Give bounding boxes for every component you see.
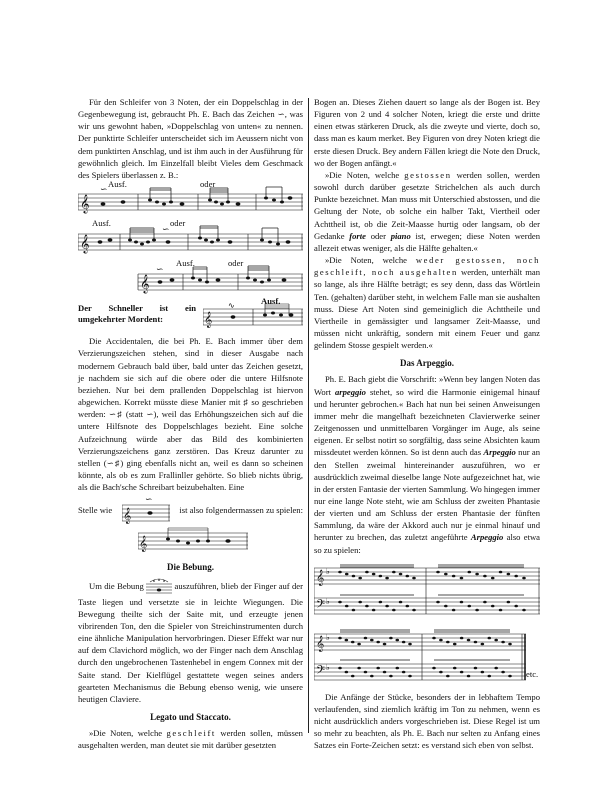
arpeggio-note-head xyxy=(475,608,479,611)
arpeggio-note-head xyxy=(487,674,491,677)
legato-text-geschleift: geschleift xyxy=(166,728,216,739)
forte-word: forte xyxy=(349,230,366,241)
arpeggio-heading: Das Arpeggio. xyxy=(400,358,454,369)
arpeggio-note-head xyxy=(372,572,376,575)
arpeggio-note-head xyxy=(383,642,387,645)
arpeggio-note-head xyxy=(405,604,409,607)
arpeggio-note-head xyxy=(408,642,412,645)
arpeggio-note-head xyxy=(453,666,457,669)
arpeggio-note-head xyxy=(474,640,478,643)
schleifer-paragraph: Für den Schleifer von 3 Noten, der ein Doppelschlag in der Gegenbewegung ist, gebraucht Ph. E. Bach das Zeichen ∽, was wir uns gewohnt haben, »Doppelschlag von unten« zu nennen. Der punktirte Schleifer unterscheidet sich im Aeussern nicht von dem punktirten Anschlag, und ist ihm auch in der Ausführung für gewöhnlich gleich. Im Einzelfall bleibt Vieles dem Geschmack des Spielers überlassen z. B.: xyxy=(78,97,303,180)
stelle-result-notation xyxy=(138,527,248,553)
arpeggio-note-head xyxy=(364,670,368,673)
svg-text:𝄞: 𝄞 xyxy=(139,536,148,553)
arpeggio-note-head xyxy=(357,642,361,645)
arpeggio-note-head xyxy=(444,604,448,607)
arpeggio-note-head xyxy=(499,608,503,611)
gestossen-text-a: »Die Noten, welche xyxy=(325,169,400,180)
arpeggio-note-head xyxy=(379,574,383,577)
arpeggio-note-head xyxy=(460,576,464,579)
arpeggio-note-head xyxy=(436,570,440,573)
schneller-example xyxy=(203,296,303,332)
arpeggio-text-c: stehet, so wird die Harmonie einigemal hinauf und herunter gebrochen.« Bach hat nun bei seinen Anweisungen immer mehr die mangelhaft bezeichneten Clavierwerke seiner Zeitgenossen und unmittelbaren Vorgänger im Auge, als seine eigenen. Er selbst notirt so sorgfältig, dass seine Absichten kaum missdeutet werden können. So ist denn auch das xyxy=(314,386,540,458)
bebung-text-b: auszuführen, blieb der Finger auf der Taste liegen und versetzte sie in leichte Wiegungen. Die Bewegung theilte sich der Saite mit, und erzeugte jenen vibrirenden Ton, den die Spieler von Streichinstrumenten durch eine ähnliche Manipulation hervorbringen. Dieser Effekt war nur auf dem Clavichord möglich, wo der Finger nach dem Anschlag durch den ungebrochenen Tastenhebel in engem Connex mit der Saite stand. Der Kielflügel gestattete wegen seines anders gearteten Mechanismus die Bebung ebenso wenig, wie unsere heutigen Claviere. xyxy=(78,580,303,704)
stelle-text-a: Stelle wie xyxy=(78,505,113,516)
svg-text:𝄞: 𝄞 xyxy=(204,312,213,329)
arpeggio-note-head xyxy=(446,640,450,643)
arpeggio-note-head xyxy=(357,666,361,669)
doppelschlag-notation xyxy=(78,184,303,302)
arpeggio-note-head xyxy=(491,604,495,607)
svg-text:𝄞: 𝄞 xyxy=(80,194,90,214)
arpeggio-note-head xyxy=(501,640,505,643)
arpeggio-note-head xyxy=(487,636,491,639)
arpeggio-note-head xyxy=(351,674,355,677)
arpeggio-word-2: Arpeggio xyxy=(483,447,516,458)
gestossen-text-d: ist, erwegen; diese Noten werden allezeit etwas weniger, als die Hälfte gehalten.« xyxy=(314,230,541,253)
svg-text:♭: ♭ xyxy=(326,662,330,672)
arpeggio-note-head xyxy=(483,574,487,577)
arpeggio-note-head xyxy=(446,674,450,677)
arpeggio-note-head xyxy=(412,608,416,611)
bogen-paragraph: Bogen an. Dieses Ziehen dauert so lange als der Bogen ist. Bey Figuren von 2 und 4 solcher Noten, kriegt die erste und dritte einen etwas stärkeren Druck, als die zweyte und vierte, doch so, dass man es kaum merket. Bey Figuren von drey Noten kriegt die erste diesen Druck. Bey andern Fällen kriegt die Note den Druck, wo der Bogen anfängt.« xyxy=(314,97,540,168)
arpeggio-note-head xyxy=(452,574,456,577)
arpeggio-note-head xyxy=(352,608,356,611)
arpeggio-note-head xyxy=(405,574,409,577)
arpeggio-note-head xyxy=(358,576,362,579)
arpeggio-note-head xyxy=(402,640,406,643)
oder-label-1: oder xyxy=(200,179,216,190)
arpeggio-note-head xyxy=(399,572,403,575)
arpeggio-note-head xyxy=(481,670,485,673)
arpeggio-note-head xyxy=(383,670,387,673)
arpeggio-note-head xyxy=(352,574,356,577)
arpeggio-notation xyxy=(314,560,540,688)
arpeggio-note-head xyxy=(338,636,342,639)
svg-text:𝄞: 𝄞 xyxy=(122,508,132,525)
arpeggio-note-head xyxy=(467,604,471,607)
arpeggio-note-head xyxy=(345,604,349,607)
svg-text:∽: ∽ xyxy=(100,185,108,196)
svg-text:♭: ♭ xyxy=(326,596,330,606)
arpeggio-note-head xyxy=(389,636,393,639)
arpeggio-note-head xyxy=(494,638,498,641)
arpeggio-note-head xyxy=(392,570,396,573)
arpeggio-note-head xyxy=(370,674,374,677)
arpeggio-note-head xyxy=(385,604,389,607)
arpeggio-text-g: also etwa so zu spielen: xyxy=(314,532,540,555)
gestossen-text-c: werden sollen, werden sowohl durch darüber gesetzte Strichelchen als auch durch Punkte bezeichnet. Man muss mit Unterschied abstossen, und die Geltung der Note, ob solche ein halber Takt, Viertheil oder Achttheil ist, ob die Zeit-Maasse hurtig oder langsam, ob der Gedanke xyxy=(314,169,540,241)
arpeggio-note-head xyxy=(460,600,464,603)
arpeggio-note-head xyxy=(467,638,471,641)
stelle-result xyxy=(138,527,303,556)
anfaenge-paragraph: Die Anfänge der Stücke, besonders der in lebhaftem Tempo verlaufenden, sind ziemlich kräftig im Ton zu nehmen, wenn es nicht ausdrücklich anders vorgeschrieben ist. Diese Regel ist um so mehr zu beachten, als Ph. E. Bach nur selten zu Anfang eines Satzes ein Forte-Zeichen setzt: es verstand sich eben von selbst. xyxy=(314,691,540,751)
arpeggio-note-head xyxy=(408,674,412,677)
arpeggio-note-head xyxy=(392,608,396,611)
arpeggio-note-head xyxy=(481,642,485,645)
arpeggio-note-head xyxy=(436,600,440,603)
arpeggio-text-e: nur an den Stellen zweimal hintereinander auszuführen, wo er ausdrücklich zweimal dieselbe lange Note aufgezeichnet hat, wie in der ersten Fantasie der vierten Sammlung. Wo hingegen immer nur eine lange Note steht, wie am Schluss der zweiten Phantasie der vierten und am Schluss der ersten Phantasie der fünften Sammlung, da wäre der Akkord auch nur je einmal hinauf und herunter zu brechen, das zuletzt angeführte xyxy=(314,447,540,543)
weder-paragraph xyxy=(314,254,540,351)
doppelschlag-example xyxy=(78,179,303,302)
arpeggio-note-head xyxy=(508,674,512,677)
arpeggio-note-head xyxy=(460,670,464,673)
arpeggio-text-a: Ph. E. Bach giebt die Vorschrift: »Wenn bey langen Noten das Wort xyxy=(314,374,540,397)
arpeggio-note-head xyxy=(395,638,399,641)
arpeggio-note-head xyxy=(439,670,443,673)
svg-text:𝄞: 𝄞 xyxy=(316,635,325,652)
arpeggio-note-head xyxy=(467,674,471,677)
arpeggio-note-head xyxy=(399,600,403,603)
arpeggio-note-head xyxy=(338,600,342,603)
svg-text:𝄢: 𝄢 xyxy=(316,597,326,614)
arpeggio-note-head xyxy=(345,670,349,673)
etc-label: etc. xyxy=(526,668,539,679)
arpeggio-note-head xyxy=(379,600,383,603)
weder-text-a: »Die Noten, welche xyxy=(325,255,407,266)
arpeggio-note-head xyxy=(376,640,380,643)
accidentalen-paragraph: Die Accidentalen, die bei Ph. E. Bach immer über dem Verzierungszeichen stehen, sind in dieser Ausgabe nach modernem Gebrauch bald über, bald unter das Zeichen gesetzt, je nachdem sie sich auf die obere oder die untere Hilfsnote beziehen. Nur bei dem prallenden Doppelschlag ist hiervon abgewichen. Korrekt müsste diese Manier mit ♯ so geschrieben werden: ∽♯ (statt ∽), weil das Erhöhungszeichen sich auf die untere Hilfsnote des Doppelschlages bezieht. Eine solche Aufzeichnung würde aber das Bild des kombinierten Verzierungszeichens ganz zerstören. Das Kreuz darunter zu stellen (∽♯) ging ebenfalls nicht an, weil es dann so scheinen könnte, als ob es zum Frallinller gehörte. So blieb nichts übrig, als die Bach'sche Schreibart beizubehalten. Eine xyxy=(78,336,303,493)
stelle-row xyxy=(78,495,303,525)
arpeggio-note-head xyxy=(514,604,518,607)
arpeggio-note-head xyxy=(452,608,456,611)
ausf-label-3: Ausf. xyxy=(176,258,195,269)
svg-text:∿: ∿ xyxy=(228,303,235,311)
bebung-heading: Die Bebung. xyxy=(166,562,214,573)
arpeggio-note-head xyxy=(351,640,355,643)
arpeggio-note-head xyxy=(376,666,380,669)
schneller-ausf-label: Ausf. xyxy=(261,296,281,307)
bebung-sign xyxy=(146,578,172,596)
arpeggio-note-head xyxy=(432,666,436,669)
arpeggio-paragraph xyxy=(314,373,540,555)
right-column xyxy=(314,96,540,752)
schneller-row xyxy=(78,296,303,332)
legato-heading: Legato und Staccato. xyxy=(150,712,231,722)
arpeggio-note-head xyxy=(491,576,495,579)
arpeggio-note-head xyxy=(508,642,512,645)
arpeggio-note-head xyxy=(507,572,511,575)
arpeggio-note-head xyxy=(522,608,526,611)
arpeggio-note-head xyxy=(338,570,342,573)
arpeggio-note-head xyxy=(364,636,368,639)
arpeggio-note-head xyxy=(467,570,471,573)
svg-text:♭: ♭ xyxy=(326,566,330,576)
arpeggio-note-head xyxy=(372,608,376,611)
gestossen-paragraph xyxy=(314,169,540,254)
svg-text:𝄢: 𝄢 xyxy=(316,663,326,680)
arpeggio-note-head xyxy=(365,604,369,607)
arpeggio-note-head xyxy=(522,576,526,579)
schneller-notation xyxy=(203,303,303,329)
arpeggio-note-head xyxy=(432,636,436,639)
arpeggio-note-head xyxy=(389,674,393,677)
stelle-text-b: ist also folgendermassen zu spielen: xyxy=(179,505,303,516)
arpeggio-note-head xyxy=(370,638,374,641)
oder-label-2: oder xyxy=(170,218,186,229)
arpeggio-note-head xyxy=(402,670,406,673)
svg-text:∽: ∽ xyxy=(162,225,170,236)
arpeggio-note-head xyxy=(483,600,487,603)
svg-text:♭: ♭ xyxy=(326,632,330,642)
arpeggio-note-head xyxy=(501,670,505,673)
svg-text:∽: ∽ xyxy=(144,495,153,505)
arpeggio-note-head xyxy=(338,666,342,669)
arpeggio-note-head xyxy=(412,576,416,579)
arpeggio-note-head xyxy=(460,636,464,639)
stelle-notation xyxy=(122,495,170,525)
arpeggio-note-head xyxy=(385,576,389,579)
arpeggio-note-head xyxy=(444,572,448,575)
legato-paragraph xyxy=(78,727,303,751)
schneller-caption: Der Schneller ist ein umgekehrter Mordent: xyxy=(78,303,196,325)
left-column xyxy=(78,96,303,751)
piano-word: piano xyxy=(390,230,411,241)
arpeggio-note-head xyxy=(358,600,362,603)
arpeggio-note-head xyxy=(345,572,349,575)
svg-text:𝄞: 𝄞 xyxy=(140,274,150,294)
arpeggio-note-head xyxy=(507,600,511,603)
oder-label-3: oder xyxy=(228,258,244,269)
bebung-text-a: Um die Bebung xyxy=(89,580,144,591)
svg-text:𝄞: 𝄞 xyxy=(316,569,325,586)
oder-word: oder xyxy=(370,230,386,241)
arpeggio-note-head xyxy=(395,666,399,669)
arpeggio-note-head xyxy=(345,638,349,641)
ausf-label-2: Ausf. xyxy=(92,218,111,229)
arpeggio-note-head xyxy=(439,638,443,641)
arpeggio-word-3: Arpeggio xyxy=(470,532,504,543)
arpeggio-note-head xyxy=(499,570,503,573)
column-divider xyxy=(308,98,309,733)
arpeggio-note-head xyxy=(514,574,518,577)
arpeggio-word-1: arpeggio xyxy=(334,386,366,397)
gestossen-text-b: gestossen xyxy=(404,169,452,180)
arpeggio-note-head xyxy=(474,666,478,669)
arpeggio-note-head xyxy=(475,572,479,575)
arpeggio-note-head xyxy=(365,570,369,573)
arpeggio-example xyxy=(314,560,540,688)
bebung-paragraph xyxy=(78,578,303,705)
svg-text:𝄞: 𝄞 xyxy=(80,234,90,254)
weder-text-b: weder gestossen, noch geschleift, noch ausgehalten xyxy=(314,255,540,278)
arpeggio-note-head xyxy=(494,666,498,669)
ausf-label-1: Ausf. xyxy=(108,179,127,190)
weder-text-c: werden, unterhält man so lange, als ihre Hälfte beträgt; es sey denn, dass das Wörtlein Ten. (gehalten) darüber steht, in welchem Falle man sie aushalten muss. Diese Art Noten sind gemeiniglich die Achttheile und Viertheile in gemässigter und langsamer Zeit-Maasse, und müssen nicht unkräftig, sondern mit einem Feuer und ganz gelindem Stosse gespielt werden.« xyxy=(314,267,540,351)
legato-text-c: werden sollen, müssen ausgehalten werden, man deutet sie mit darüber gesetzten xyxy=(78,728,303,751)
svg-text:∽: ∽ xyxy=(156,265,164,276)
legato-text-a: »Die Noten, welche xyxy=(89,728,163,739)
arpeggio-note-head xyxy=(453,642,457,645)
